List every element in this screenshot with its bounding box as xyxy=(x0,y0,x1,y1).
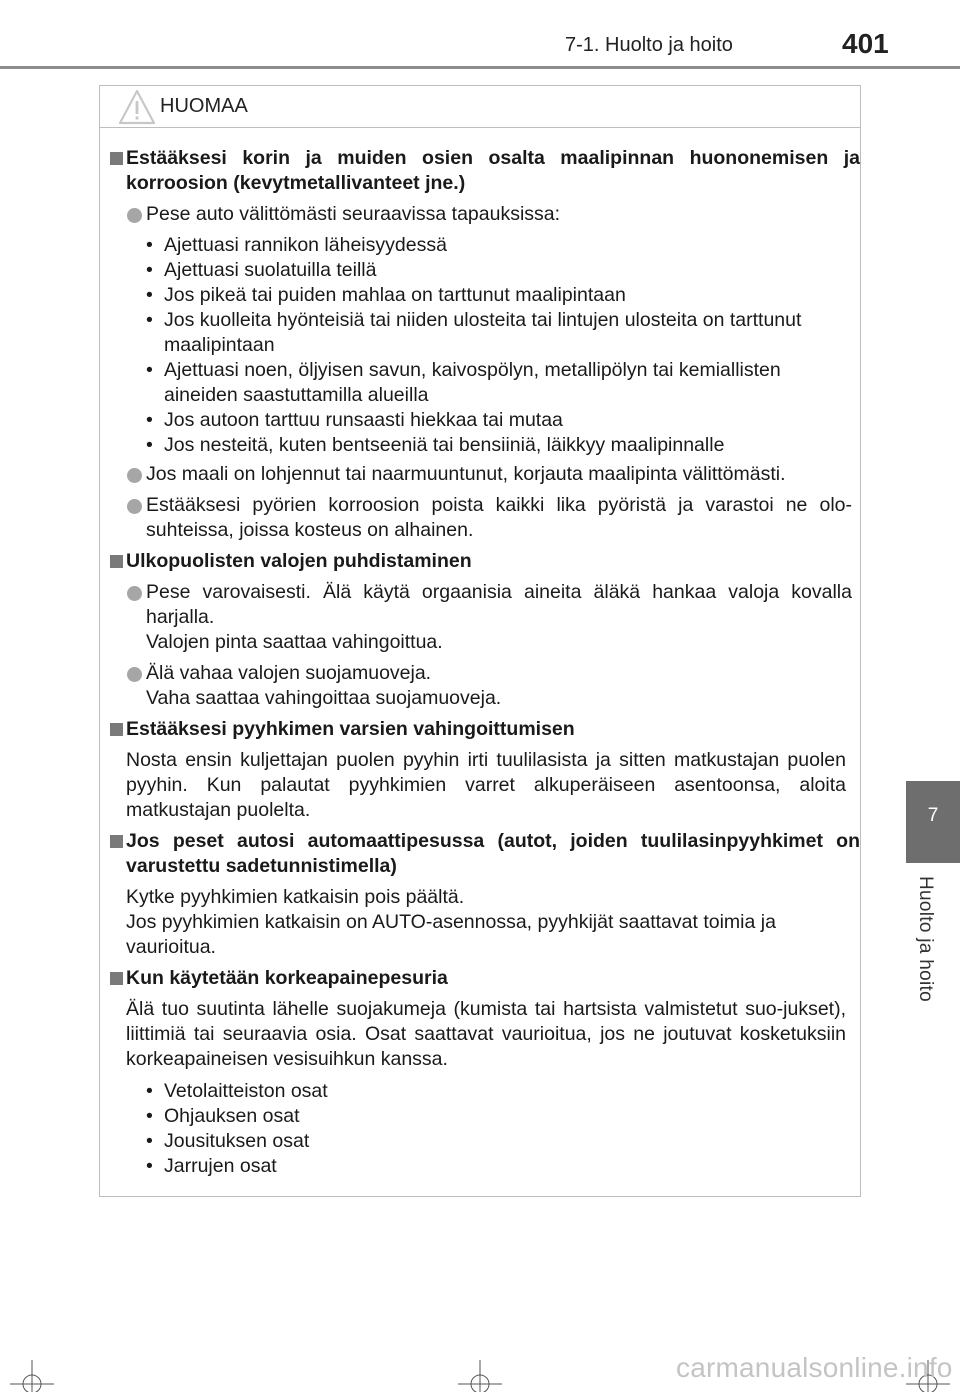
watermark: carmanualsonline.info xyxy=(676,1352,953,1383)
section-wiper-arms xyxy=(100,717,860,823)
notice-header xyxy=(100,86,860,128)
notice-content xyxy=(100,146,860,1179)
section-heading: Jos peset autosi automaattipesussa (autot, joiden tuulilasinpyyhkimet on varustettu sadetunnistimella) xyxy=(100,829,860,879)
notice-title: HUOMAA xyxy=(160,95,248,117)
list-item: • Ajettuasi noen, öljyisen savun, kaivospölyn, metallipölyn tai kemiallisten aineiden saastuttamilla alueilla xyxy=(146,358,848,408)
wash-conditions-list xyxy=(100,233,860,458)
paragraph: Nosta ensin kuljettajan puolen pyyhin irti tuulilasista ja sitten matkustajan puolen pyyhin. Kun palautat pyyhkimien varret alkuperäiseen asentoonsa, aloita matkustajan puolelta. xyxy=(126,749,846,821)
registration-mark-icon xyxy=(458,1360,502,1392)
square-bullet-icon xyxy=(110,723,123,736)
chapter-number: 7 xyxy=(927,805,939,826)
page-header xyxy=(0,0,960,70)
circle-item: Estääksesi pyörien korroosion poista kaikki lika pyöristä ja varastoi ne olo-suhteissa, joissa kosteus on alhainen. xyxy=(100,493,860,543)
list-item: • Ajettuasi suolatuilla teillä xyxy=(146,258,848,283)
circle-item: Pese varovaisesti. Älä käytä orgaanisia aineita äläkä hankaa valoja kovalla harjalla. Valojen pinta saattaa vahingoittua. xyxy=(100,580,860,655)
page-number: 401 xyxy=(842,28,889,59)
list-item: • Vetolaitteiston osat xyxy=(146,1079,860,1104)
registration-mark-icon xyxy=(10,1360,54,1392)
square-bullet-icon xyxy=(110,555,123,568)
chapter-label: Huolto ja hoito xyxy=(915,876,936,1002)
list-item: • Jos nesteitä, kuten bentseeniä tai bensiiniä, läikkyy maalipinnalle xyxy=(146,433,848,458)
circle-item: Älä vahaa valojen suojamuoveja. Vaha saattaa vahingoittaa suojamuoveja. xyxy=(100,661,860,711)
list-item: • Jousituksen osat xyxy=(146,1129,860,1154)
section-heading: Estääksesi pyyhkimen varsien vahingoittumisen xyxy=(100,717,860,742)
list-item: • Ohjauksen osat xyxy=(146,1104,860,1129)
list-item: • Jarrujen osat xyxy=(146,1154,860,1179)
circle-bullet-icon xyxy=(127,586,142,601)
circle-bullet-icon xyxy=(127,208,142,223)
notice-box xyxy=(99,85,861,1197)
list-item: • Jos kuolleita hyönteisiä tai niiden ulosteita tai lintujen ulosteita on tarttunut maalipintaan xyxy=(146,308,848,358)
header-rule xyxy=(0,66,960,69)
section-heading: Ulkopuolisten valojen puhdistaminen xyxy=(100,549,860,574)
section-paint-protection xyxy=(100,146,860,543)
paragraph: Älä tuo suutinta lähelle suojakumeja (kumista tai hartsista valmistetut suo-jukset), liittimiä tai seuraavia osia. Osat saattavat vaurioitua, jos ne joutuvat kosketuksiin korkeapaineisen vesisuihkun kanssa. xyxy=(126,998,846,1070)
circle-item: Pese auto välittömästi seuraavissa tapauksissa: xyxy=(100,202,860,227)
circle-bullet-icon xyxy=(127,499,142,514)
square-bullet-icon xyxy=(110,835,123,848)
square-bullet-icon xyxy=(110,152,123,165)
list-item: • Jos pikeä tai puiden mahlaa on tarttunut maalipintaan xyxy=(146,283,848,308)
circle-bullet-icon xyxy=(127,468,142,483)
circle-item: Jos maali on lohjennut tai naarmuuntunut, korjauta maalipinta välittömästi. xyxy=(100,462,860,487)
chapter-tab[interactable] xyxy=(906,781,960,863)
section-lights-cleaning xyxy=(100,549,860,711)
section-heading: Estääksesi korin ja muiden osien osalta maalipinnan huononemisen ja korroosion (kevytmetallivanteet jne.) xyxy=(100,146,860,196)
section-heading: Kun käytetään korkeapainepesuria xyxy=(100,966,860,991)
section-pressure-washer xyxy=(100,966,860,1179)
list-item: • Ajettuasi rannikon läheisyydessä xyxy=(146,233,848,258)
circle-bullet-icon xyxy=(127,667,142,682)
parts-list xyxy=(100,1079,860,1179)
paragraph: Jos pyyhkimien katkaisin on AUTO-asennossa, pyyhkijät saattavat toimia ja vaurioitua. xyxy=(126,911,776,958)
list-item: • Jos autoon tarttuu runsaasti hiekkaa tai mutaa xyxy=(146,408,848,433)
warning-triangle-icon xyxy=(118,89,156,125)
section-title: 7-1. Huolto ja hoito xyxy=(565,34,733,56)
square-bullet-icon xyxy=(110,972,123,985)
section-automatic-wash xyxy=(100,829,860,960)
paragraph: Kytke pyyhkimien katkaisin pois päältä. xyxy=(126,886,465,908)
